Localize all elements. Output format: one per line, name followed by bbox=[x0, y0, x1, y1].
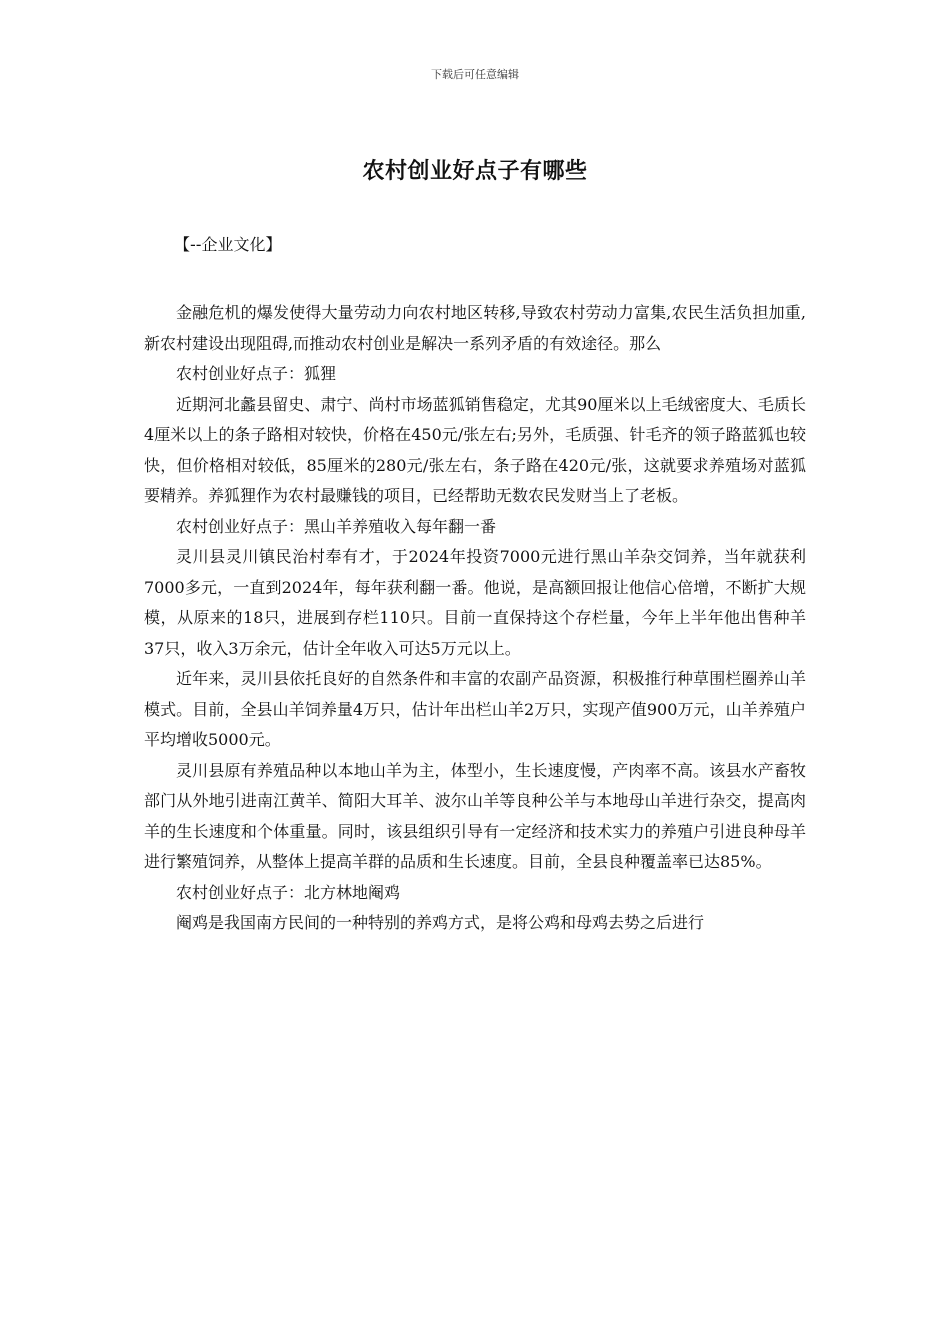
section-heading-capon: 农村创业好点子：北方林地阉鸡 bbox=[176, 882, 401, 902]
paragraph-intro: 金融危机的爆发使得大量劳动力向农村地区转移,导致农村劳动力富集,农民生活负担加重,新农村建设出现阻碍,而推动农村创业是解决一系列矛盾的有效途径。那么 bbox=[144, 303, 806, 353]
paragraph-capon: 阉鸡是我国南方民间的一种特别的养鸡方式，是将公鸡和母鸡去势之后进行 bbox=[176, 913, 705, 932]
paragraph-goat-farmer: 灵川县灵川镇民治村奉有才，于2024年投资7000元进行黑山羊杂交饲养，当年就获利7000多元，一直到2024年，每年获利翻一番。他说，是高额回报让他信心倍增，不断扩大规模，从原来的18只，进展到存栏110只。目前一直保持这个存栏量，今年上半年他出售种羊37只，收入3万余元，估计全年收入可达5万元以上。 bbox=[144, 547, 806, 658]
section-heading-fox: 农村创业好点子：狐狸 bbox=[176, 364, 337, 383]
tagline: 【--企业文化】 bbox=[174, 235, 282, 254]
section-heading-goat: 农村创业好点子：黑山羊养殖收入每年翻一番 bbox=[176, 516, 497, 536]
document-title: 农村创业好点子有哪些 bbox=[362, 159, 588, 184]
document-body bbox=[144, 298, 806, 939]
paragraph-fox: 近期河北蠡县留史、肃宁、尚村市场蓝狐销售稳定，尤其90厘米以上毛绒密度大、毛质长4厘米以上的条子路相对较快，价格在450元/张左右;另外，毛质强、针毛齐的领子路蓝狐也较快，但价格相对较低，85厘米的280元/张左右，条子路在420元/张，这就要求养殖场对蓝狐要精养。养狐狸作为农村最赚钱的项目，已经帮助无数农民发财当上了老板。 bbox=[144, 394, 806, 505]
paragraph-goat-county: 近年来，灵川县依托良好的自然条件和丰富的农副产品资源，积极推行种草围栏圈养山羊模式。目前，全县山羊饲养量4万只，估计年出栏山羊2万只，实现产值900万元，山羊养殖户平均增收5000元。 bbox=[144, 669, 806, 749]
header-note: 下载后可任意编辑 bbox=[431, 68, 519, 81]
paragraph-goat-breeds: 灵川县原有养殖品种以本地山羊为主，体型小，生长速度慢，产肉率不高。该县水产畜牧部门从外地引进南江黄羊、简阳大耳羊、波尔山羊等良种公羊与本地母山羊进行杂交，提高肉羊的生长速度和个体重量。同时，该县组织引导有一定经济和技术实力的养殖户引进良种母羊进行繁殖饲养，从整体上提高羊群的品质和生长速度。目前，全县良种覆盖率已达85%。 bbox=[144, 760, 806, 871]
